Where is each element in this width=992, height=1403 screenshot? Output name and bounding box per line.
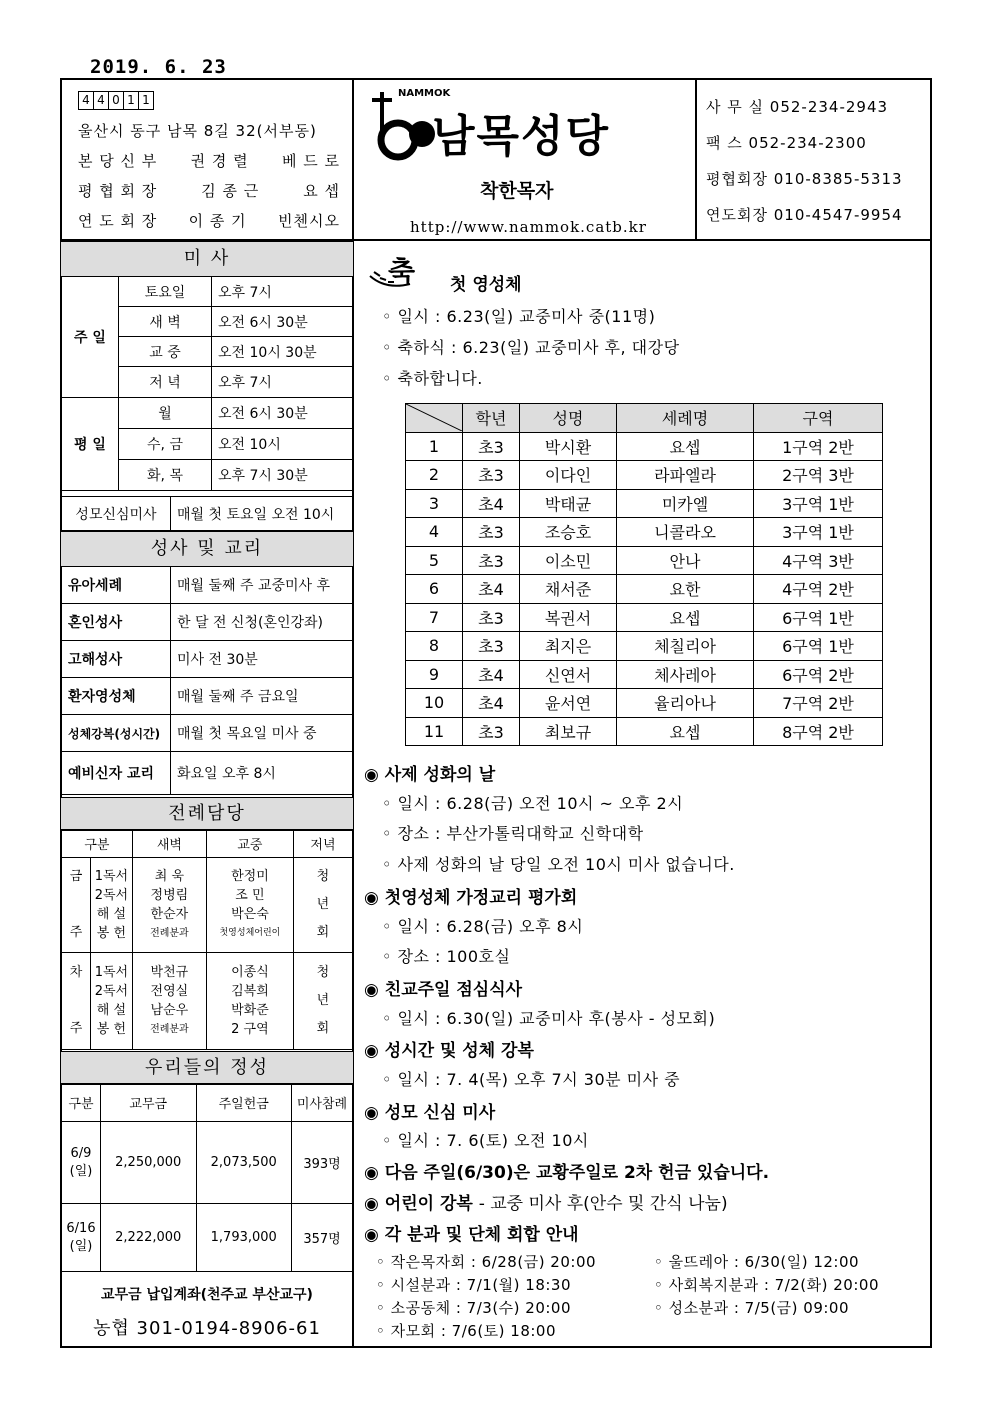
notice-second-collection: ◉ 다음 주일(6/30)은 교황주일로 2차 헌금 있습니다.: [364, 1163, 770, 1183]
diagonal-header-cell: [406, 404, 463, 433]
bulletin-date: 2019. 6. 23: [90, 56, 227, 78]
first-communion-item: ◦ 축하합니다.: [382, 369, 483, 388]
church-url[interactable]: http://www.nammok.catb.kr: [410, 218, 647, 236]
church-address: 울산시 동구 남목 8길 32(서부동): [78, 122, 317, 140]
table-row: 8 초3 최지은 체칠리아 6구역 1반: [406, 632, 883, 661]
meeting-item: ◦ 성소분과 : 7/5(금) 09:00: [654, 1299, 850, 1317]
table-row: 3 초4 박태균 미카엘 3구역 1반: [406, 489, 883, 518]
bullet-icon: ◉: [364, 1041, 385, 1062]
bullet-icon: ◉: [364, 1102, 385, 1123]
table-row: 4 초3 조승호 니콜라오 3구역 1반: [406, 518, 883, 547]
prayer-president-row: 연 도 회 장 이 종 기 빈첸시오: [78, 212, 340, 230]
meeting-item: ◦ 사회복지분과 : 7/2(화) 20:00: [654, 1276, 879, 1294]
contact-divider: [695, 78, 697, 240]
mass-schedule-table: 주 일 토요일 오후 7시 새 벽 오전 6시 30분 교 중 오전 10시 30분 저 녁 오후 7시 평 일 월 오전 6시 30분 수, 금 오전 10시 화, 목 오후 7시 30분: [61, 276, 353, 491]
meetings-title: ◉ 각 분과 및 단체 회합 안내: [364, 1225, 579, 1245]
first-communion-title: 첫 영성체: [450, 275, 522, 295]
first-communion-item: ◦ 축하식 : 6.23(일) 교중미사 후, 대강당: [382, 338, 680, 357]
bullet-icon: ◉: [364, 887, 385, 908]
section-title: ◉ 첫영성체 가정교리 평가회: [364, 887, 578, 908]
offering-table: 구분 교무금 주일헌금 미사참례 6/9 (일) 2,250,000 2,073,500 393명 6/16 (일) 2,222,000 1,793,000 357명: [61, 1083, 353, 1272]
table-row: 10 초4 윤서연 율리아나 7구역 2반: [406, 689, 883, 718]
table-row: 6 초4 채서준 요한 4구역 2반: [406, 575, 883, 604]
celebration-badge: 축: [366, 254, 448, 290]
section-item: ◦ 일시 : 7. 4(목) 오후 7시 30분 미사 중: [382, 1070, 681, 1089]
section-item: ◦ 일시 : 6.28(금) 오전 10시 ~ 오후 2시: [382, 793, 684, 813]
section-item: ◦ 장소 : 100호실: [382, 947, 511, 967]
weekday-label: 평 일: [62, 398, 119, 491]
bullet-icon: ◉: [364, 1163, 379, 1183]
bulletin-subtitle: 착한목자: [480, 180, 554, 202]
first-communion-table: 학년 성명 세례명 구역 1 초3 박시환 요셉 1구역 2반 2 초3 이다인 라파엘라 2구역 3반 3 초4 박태균 미카엘 3구역 1반 4 초3 조승호 니콜라오 3구역 1반 5 초3 이소민 안나 4구역 3반 6 초4 채서준 요한 4구역 2반 7 초3 복권서 요셉 6구역 1반 8 초3 최지은 체칠리아 6구역 1반 9 초4 신연서 체사레아 6구역 2반 10 초4 윤서연 율리아나 7구역 2반 11 초3 최보규 요셉 8구역 2반: [405, 403, 883, 746]
sacraments-heading: 성사 및 교리: [61, 531, 353, 567]
pastor-row: 본 당 신 부 권 경 렬 베 드 로: [78, 152, 340, 170]
liturgy-heading: 전례담당: [61, 797, 353, 831]
section-item: ◦ 일시 : 7. 6(토) 오전 10시: [382, 1131, 589, 1151]
notice-children-blessing: ◉ 어린이 강복 - 교중 미사 후(안수 및 간식 나눔): [364, 1194, 728, 1214]
section-item: ◦ 일시 : 6.30(일) 교중미사 후(봉사 - 성모회): [382, 1008, 716, 1028]
bank-account: 농협 301-0194-8906-61: [93, 1318, 321, 1339]
meeting-item: ◦ 자모회 : 7/6(토) 18:00: [376, 1322, 557, 1340]
section-title: ◉ 성시간 및 성체 강복: [364, 1041, 534, 1062]
sunday-label: 주 일: [62, 277, 119, 398]
table-row: 1 초3 박시환 요셉 1구역 2반: [406, 432, 883, 461]
meeting-item: ◦ 시설분과 : 7/1(월) 18:30: [376, 1276, 572, 1294]
mass-heading: 미 사: [61, 241, 353, 277]
offering-heading: 우리들의 정성: [61, 1051, 353, 1085]
logo-ring-left: [381, 123, 415, 157]
logo-cross-horizontal: [372, 98, 392, 102]
table-row: 11 초3 최보규 요셉 8구역 2반: [406, 717, 883, 746]
meeting-item: ◦ 소공동체 : 7/3(수) 20:00: [376, 1299, 572, 1317]
section-title: ◉ 성모 신심 미사: [364, 1102, 496, 1123]
section-item: ◦ 일시 : 6.28(금) 오후 8시: [382, 916, 584, 936]
table-row: 7 초3 복권서 요셉 6구역 1반: [406, 603, 883, 632]
first-communion-item: ◦ 일시 : 6.23(일) 교중미사 중(11명): [382, 307, 656, 326]
bullet-icon: ◉: [364, 765, 385, 785]
sacraments-table: 유아세례 매월 둘째 주 교중미사 후 혼인성사 한 달 전 신청(혼인강좌) 고해성사 미사 전 30분 환자영성체 매월 둘째 주 금요일 성체강복(성시간) 매월 첫 목요일 미사 중 예비신자 교리 화요일 오후 8시: [61, 566, 353, 795]
meeting-item: ◦ 울뜨레아 : 6/30(일) 12:00: [654, 1253, 860, 1271]
section-title: ◉ 친교주일 점심식사: [364, 979, 523, 1000]
logo-small-text: NAMMOK: [398, 88, 451, 99]
table-row: 2 초3 이다인 라파엘라 2구역 3반: [406, 461, 883, 490]
meeting-item: ◦ 작은목자회 : 6/28(금) 20:00: [376, 1253, 597, 1271]
section-item: ◦ 사제 성화의 날 당일 오전 10시 미사 없습니다.: [382, 855, 735, 875]
council-president-row: 평 협 회 장 김 종 근 요 셉: [78, 182, 340, 200]
account-label: 교무금 납입계좌(천주교 부산교구): [101, 1287, 313, 1303]
bullet-icon: ◉: [364, 1194, 379, 1214]
zip-code: 4 4 0 1 1: [78, 91, 153, 110]
section-title: ◉ 사제 성화의 날: [364, 765, 496, 785]
contact-prayer: 연도회장 010-4547-9954: [706, 206, 903, 224]
liturgy-table: 구분 새벽 교중 저녁 금 주 1독서 2독서 해 설 봉 헌 최 욱 정병림 한순자 전례분과 한정미 조 민 박은숙 첫영성체어린이 청 년 회 차 주 1독서 2독서 해 설 봉 헌 박천규 전영실 남순우 전례분과 이종식 김복희 박화준 2 구역 청 년 회: [61, 829, 353, 1050]
contact-council: 평협회장 010-8385-5313: [706, 170, 903, 188]
table-row: 9 초4 신연서 체사레아 6구역 2반: [406, 660, 883, 689]
contact-fax: 팩 스 052-234-2300: [706, 134, 867, 152]
logo-church-name: 남목성당: [432, 111, 611, 162]
table-row: 5 초3 이소민 안나 4구역 3반: [406, 546, 883, 575]
contact-office: 사 무 실 052-234-2943: [706, 98, 889, 116]
marian-mass-table: 성모신심미사 매월 첫 토요일 오전 10시: [61, 496, 353, 531]
bullet-icon: ◉: [364, 979, 385, 1000]
bullet-icon: ◉: [364, 1225, 379, 1245]
section-item: ◦ 장소 : 부산가톨릭대학교 신학대학: [382, 824, 644, 844]
